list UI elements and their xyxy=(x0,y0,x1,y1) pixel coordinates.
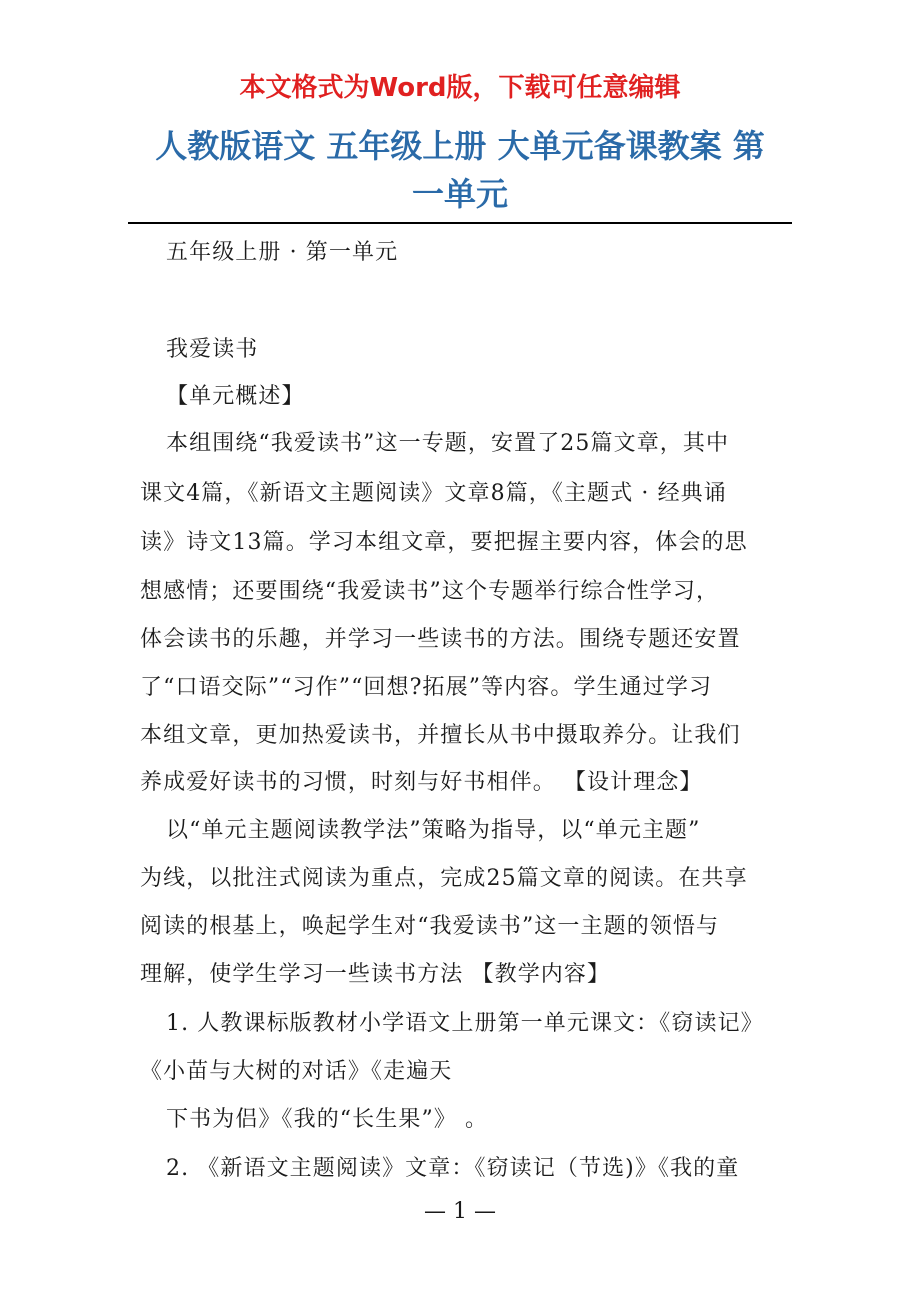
paragraph-line: 以“单元主题阅读教学法”策略为指导，以“单元主题” xyxy=(166,818,701,843)
document-title-line-1: 人教版语文 五年级上册 大单元备课教案 第 xyxy=(155,127,765,165)
paragraph-line: 读》诗文13篇。学习本组文章，要把握主要内容，体会的思 xyxy=(140,530,748,555)
paragraph-line: 养成爱好读书的习惯，时刻与好书相伴。 【设计理念】 xyxy=(140,770,703,795)
document-title-line-2: 一单元 xyxy=(411,175,508,213)
paragraph-line: 想感情；还要围绕“我爱读书”这个专题举行综合性学习， xyxy=(140,579,720,604)
paragraph-line: 理解，使学生学习一些读书方法 【教学内容】 xyxy=(140,962,611,987)
list-item-continuation: 《小苗与大树的对话》《走遍天 xyxy=(140,1059,453,1084)
list-item: 2. 《新语文主题阅读》文章：《窃读记（节选)》《我的童 xyxy=(166,1156,740,1181)
paragraph-line: 阅读的根基上，唤起学生对“我爱读书”这一主题的领悟与 xyxy=(140,914,720,939)
paragraph-line: 体会读书的乐趣，并学习一些读书的方法。围绕专题还安置 xyxy=(140,627,741,652)
section-heading-overview: 【单元概述】 xyxy=(166,384,305,409)
paragraph-line: 本组文章，更加热爱读书，并擅长从书中摄取养分。让我们 xyxy=(140,723,741,748)
unit-theme: 我爱读书 xyxy=(166,337,259,362)
unit-subtitle: 五年级上册 · 第一单元 xyxy=(166,240,399,265)
paragraph-line: 课文4篇，《新语文主题阅读》文章8篇，《主题式 · 经典诵 xyxy=(140,481,727,506)
list-item: 1. 人教课标版教材小学语文上册第一单元课文：《窃读记》 xyxy=(166,1011,764,1036)
page-number: — 1 — xyxy=(424,1199,496,1224)
download-notice: 本文格式为Word版，下载可任意编辑 xyxy=(239,73,681,103)
paragraph-line: 本组围绕“我爱读书”这一专题，安置了25篇文章，其中 xyxy=(166,431,730,456)
title-divider xyxy=(128,222,792,224)
paragraph-line: 为线，以批注式阅读为重点，完成25篇文章的阅读。在共享 xyxy=(140,866,748,891)
document-title xyxy=(130,122,790,218)
list-item-continuation: 下书为侣》《我的“长生果”》 。 xyxy=(166,1107,489,1132)
paragraph-line: 了“口语交际”“习作”“回想?拓展”等内容。学生通过学习 xyxy=(140,675,713,700)
